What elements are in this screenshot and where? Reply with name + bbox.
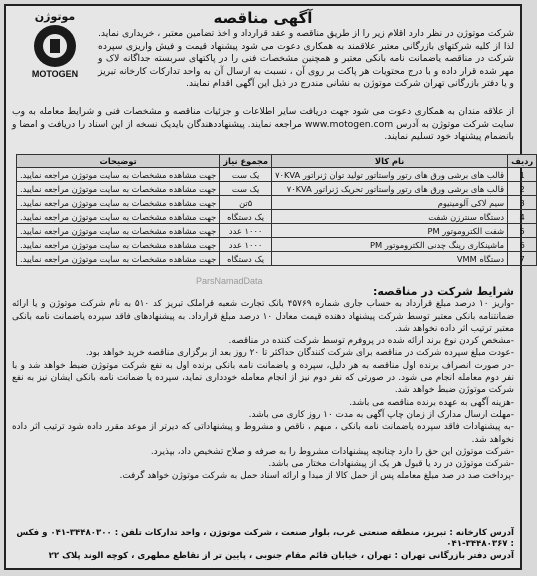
logo-fa-text: موتوژن [34, 10, 76, 23]
row-num: 6 [508, 238, 537, 252]
term-item: -واریز ۱۰ درصد مبلغ قرارداد به حساب جاری شماره ۴۵۷۶۹ بانک تجارت شعبه قراملک تبریز کد ۵۱۰ به نام شرکت موتوژن و یا ارائه ضمانتنامه بانکی معتبر توسط شرکت پیشنهاد دهنده قیمت معادل ۱۰ درصد مبلغ قرارداد. به پیشنهادهای فاقد سپرده یاضمانت نامه بانکی معتبر ترتیب اثر داده نخواهد شد. [12, 299, 514, 334]
item-quantity: ۱۰۰۰ عدد [220, 224, 272, 238]
row-num: 1 [508, 168, 537, 182]
table-row [17, 182, 537, 196]
header-item-name: نام کالا [272, 155, 508, 168]
header-quantity: مجموع نیاز [220, 155, 272, 168]
item-description: جهت مشاهده مشخصات به سایت موتوژن مراجعه نمایید. [17, 224, 220, 238]
motogen-logo [14, 10, 96, 82]
tehran-office-address: آدرس دفتر بازرگانی تهران : تهران ، خیابان قائم مقام جنوبی ، پایین تر از تقاطع مطهری ، کوچه الوند پلاک ۲۲ [48, 550, 514, 561]
table-row [17, 252, 537, 266]
term-item: -عودت مبلغ سپرده شرکت در مناقصه برای شرکت کنندگان حداکثر تا ۲۰ روز بعد از برگزاری مناقصه خرید خواهد بود. [85, 348, 514, 359]
item-description: جهت مشاهده مشخصات به سایت موتوژن مراجعه نمایید. [17, 252, 220, 266]
item-name: سیم لاکی آلومینیوم [272, 196, 508, 210]
header-description: توضیحات [17, 155, 220, 168]
term-item: -در صورت انصراف برنده اول مناقصه به هر دلیل، سپرده و یاضمانت نامه بانکی برنده اول به نفع شرکت موتوژن ضبط خواهد شد و با نفر دوم معامله انجام می شود. در صورتی که نفر دوم نیز از انجام معامله خودداری نماید، سپرده یا ضمانت نامه بانکی ایشان نیز به نفع شرکت موتوژن ضبط خواهد شد. [12, 360, 514, 396]
item-description: جهت مشاهده مشخصات به سایت موتوژن مراجعه نمایید. [17, 182, 220, 196]
intro-paragraph-2: از علاقه مندان به همکاری دعوت می شود جهت دریافت سایر اطلاعات و جزئیات مناقصه و مشخصات فنی و شرایط معامله به وب سایت شرکت موتوژن به آدرس www.motogen.com مراجعه نمایند. پیشنهاددهندگان بایدیک نسخه از این اسناد را دریافت و امضا و بانضمام پیشنهاد خود تسلیم نمایند. [12, 106, 515, 143]
term-item: -هزینه آگهی به عهده برنده مناقصه می باشد. [349, 397, 514, 408]
logo-emblem-icon [34, 25, 76, 67]
item-description: جهت مشاهده مشخصات به سایت موتوژن مراجعه نمایید. [17, 196, 220, 210]
row-num: 2 [508, 182, 537, 196]
item-quantity: یک دستگاه [220, 252, 272, 266]
table-row [17, 224, 537, 238]
table-header-row [17, 155, 537, 168]
item-quantity: یک ست [220, 168, 272, 182]
page-title: آگهی مناقصه [213, 9, 313, 27]
item-description: جهت مشاهده مشخصات به سایت موتوژن مراجعه نمایید. [17, 168, 220, 182]
table-row [17, 196, 537, 210]
factory-address: آدرس کارخانه : تبریز، منطقه صنعتی غرب، بلوار صنعت ، شرکت موتوژن ، واحد تدارکات تلفن : ۳۴۴۸۰۳۰۰-۰۴۱ و فکس : ۳۴۴۸۰۳۶۷-۰۴۱ [16, 527, 514, 549]
header-row-num: ردیف [508, 155, 537, 168]
term-item: -به پیشنهادات فاقد سپرده یاضمانت نامه بانکی ، مبهم ، ناقص و مشروط و پیشنهاداتی که دیرتر از موعد مقرر داده شود ترتیب اثر داده نخواهد شد. [12, 422, 514, 445]
footer-addresses [12, 528, 514, 563]
table-row [17, 238, 537, 252]
advertisement-page [4, 4, 534, 570]
term-item: -شرکت موتوژن در رد یا قبول هر یک از پیشنهادات مختار می باشد. [268, 459, 514, 470]
terms-section [12, 286, 514, 483]
item-description: جهت مشاهده مشخصات به سایت موتوژن مراجعه نمایید. [17, 238, 220, 252]
item-name: ماشینکاری رینگ چدنی الکتروموتور PM [272, 238, 508, 252]
term-item: -مشخص کردن نوع برند ارائه شده در پروفرم توسط شرکت کننده در مناقصه. [228, 336, 514, 347]
logo-en-text: MOTOGEN [31, 69, 79, 79]
item-name: شفت الکتروموتور PM [272, 224, 508, 238]
term-item: -مهلت ارسال مدارک از زمان چاپ آگهی به مدت ۱۰ روز کاری می باشد. [248, 409, 514, 420]
item-name: قالب های برشی ورق های رتور واستاتور تولید توان ژنراتور ۷۰KVA [272, 168, 508, 182]
item-name: قالب های برشی ورق های رتور واستاتور تحریک ژنراتور ۷۰KVA [272, 182, 508, 196]
intro-paragraph: شرکت موتوژن در نظر دارد اقلام زیر را از طریق مناقصه و عقد قرارداد و اخذ تضامین معتبر ، خریداری نماید. لذا از کلیه شرکتهای بازرگانی معتبر علاقمند به همکاری دعوت می شود پیشنهاد قیمت و فیش واریزی سپرده شرکت در مناقصه یاضمانت نامه بانکی معتبر و همچنین مشخصات فنی را در پاکتهای سربسته جداگانه لاک و مهر شده قرار داده و با درج محتویات هر پاکت بر روی آن ، نسبت به ارسال آن به واحد تدارکات کارخانه تبریز و یا دفتر بازرگانی تهران شرکت موتوژن به نشانی مندرج در ذیل این آگهی اقدام نمایند. [98, 28, 514, 90]
row-num: 3 [508, 196, 537, 210]
item-name: دستگاه سنترزن شفت [272, 210, 508, 224]
row-num: 7 [508, 252, 537, 266]
table-row [17, 168, 537, 182]
watermark-text: ParsNamadData [196, 276, 263, 286]
items-table [16, 154, 537, 266]
table-row [17, 210, 537, 224]
row-num: 5 [508, 224, 537, 238]
row-num: 4 [508, 210, 537, 224]
terms-title: شرایط شرکت در مناقصه: [372, 285, 514, 298]
item-quantity: ۱۰۰۰ عدد [220, 238, 272, 252]
term-item: -پرداخت صد در صد مبلغ معامله پس از حمل کالا از مبدا و ارائه اسناد حمل به شرکت موتوژن خواهد گرفت. [119, 471, 514, 482]
item-quantity: یک ست [220, 182, 272, 196]
item-name: دستگاه VMM [272, 252, 508, 266]
item-quantity: ۵تن [220, 196, 272, 210]
item-description: جهت مشاهده مشخصات به سایت موتوژن مراجعه نمایید. [17, 210, 220, 224]
item-quantity: یک دستگاه [220, 210, 272, 224]
term-item: -شرکت موتوژن این حق را دارد چنانچه پیشنهادات مشروط را به صرفه و صلاح تشخیص داد، بپذیرد. [150, 446, 514, 457]
